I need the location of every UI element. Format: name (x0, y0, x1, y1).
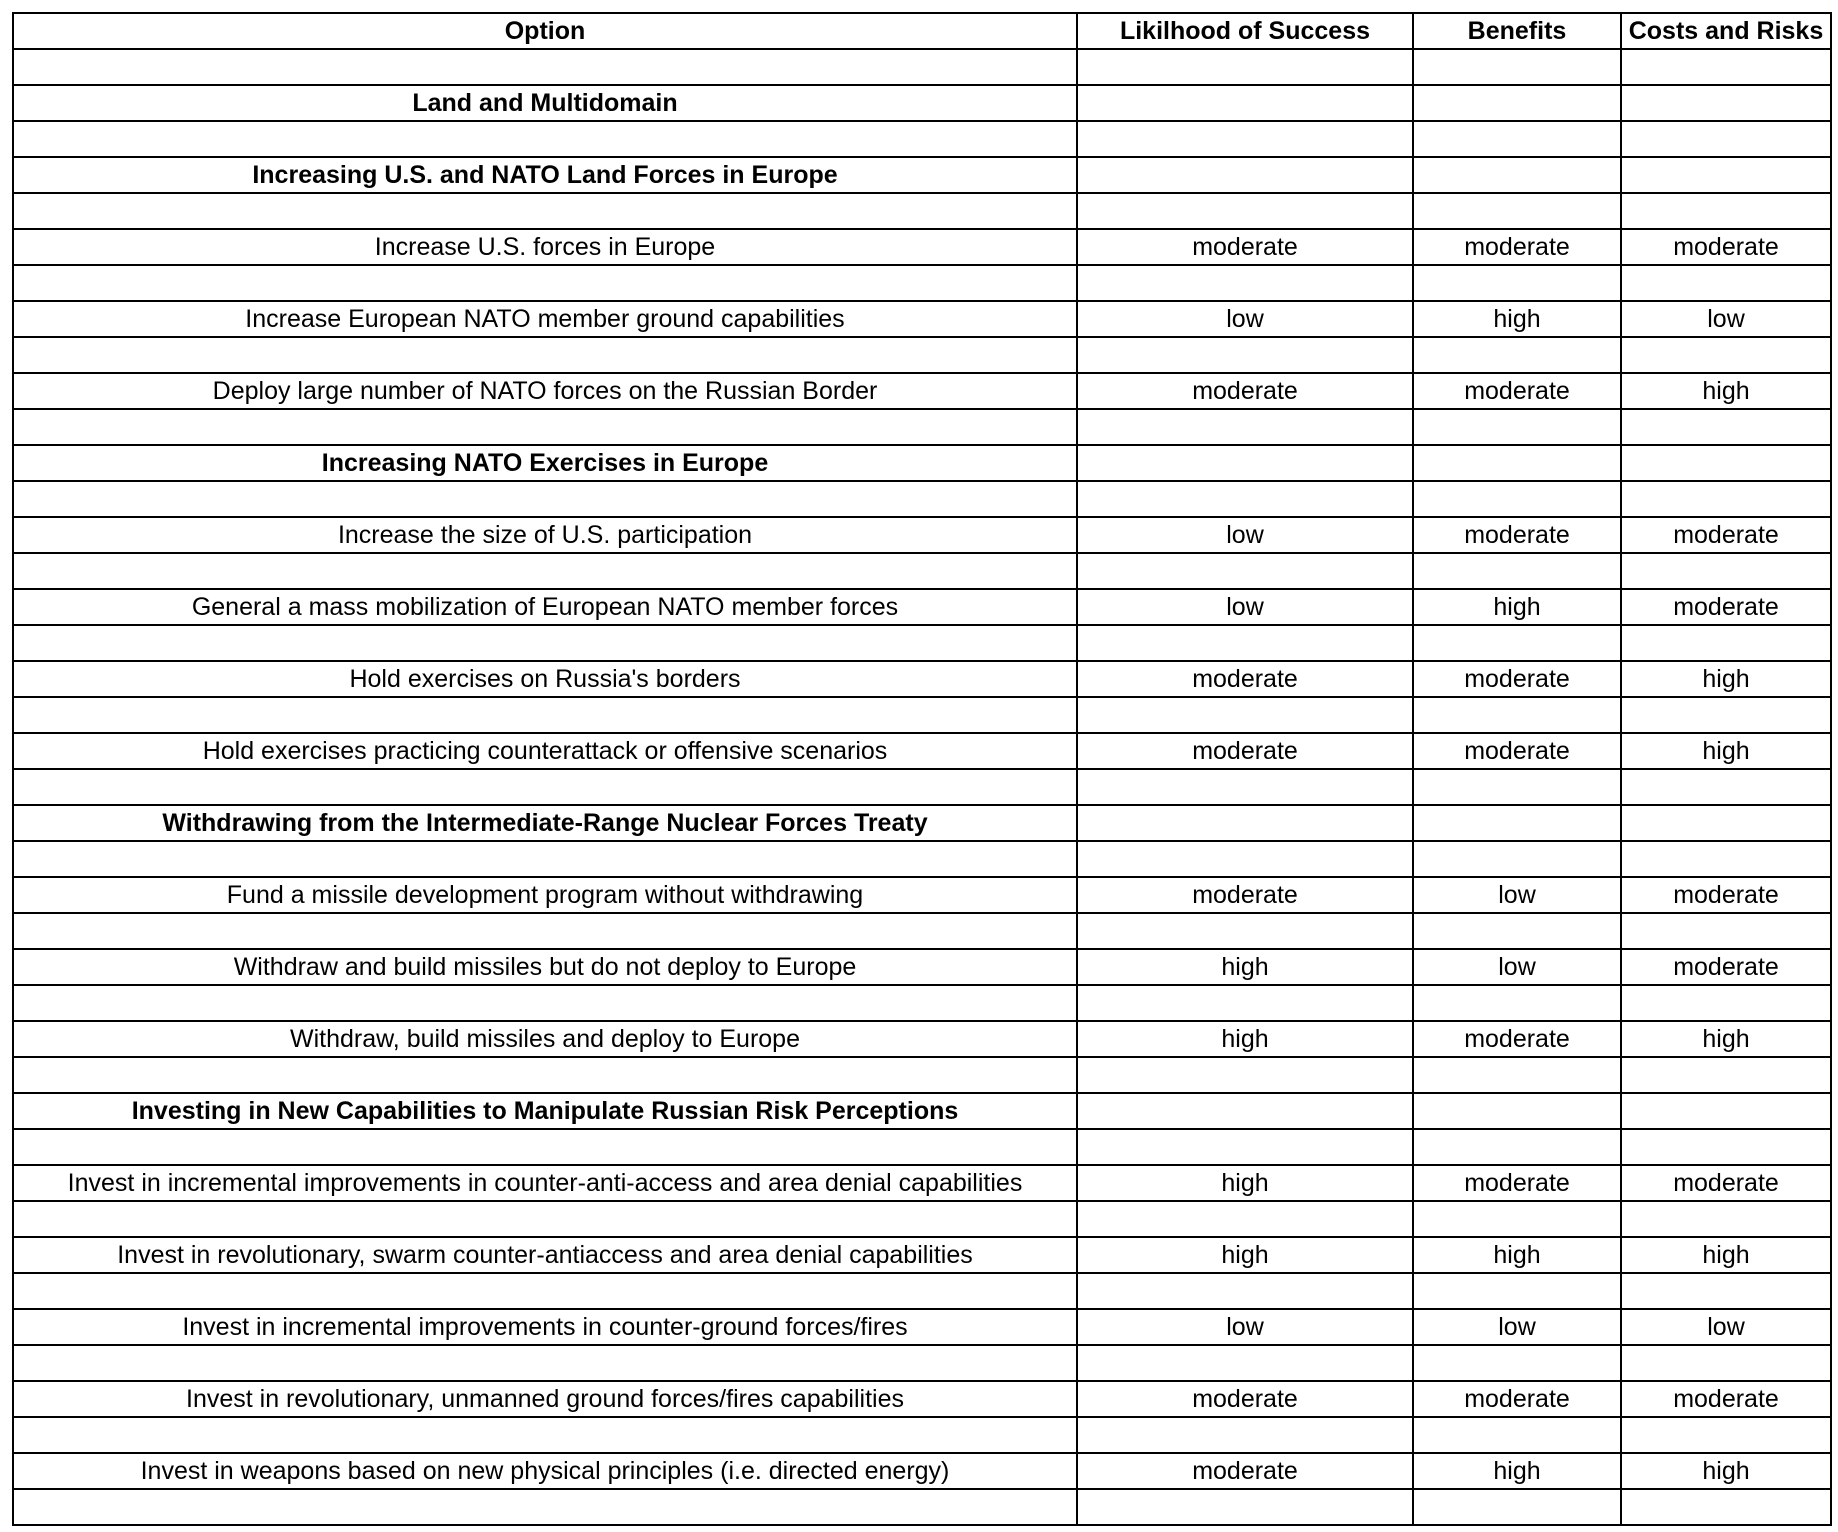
likelihood-cell: moderate (1077, 1381, 1413, 1417)
table-row (13, 877, 1831, 913)
costs-cell: moderate (1621, 949, 1831, 985)
costs-cell: high (1621, 373, 1831, 409)
costs-cell: low (1621, 301, 1831, 337)
likelihood-cell (1077, 49, 1413, 85)
likelihood-cell (1077, 445, 1413, 481)
costs-cell: moderate (1621, 877, 1831, 913)
blank-row (13, 985, 1831, 1021)
costs-cell: moderate (1621, 1165, 1831, 1201)
likelihood-cell (1077, 841, 1413, 877)
costs-cell: high (1621, 661, 1831, 697)
likelihood-cell: low (1077, 1309, 1413, 1345)
benefits-cell: moderate (1413, 373, 1621, 409)
costs-cell (1621, 553, 1831, 589)
benefits-cell: moderate (1413, 1165, 1621, 1201)
costs-cell: moderate (1621, 517, 1831, 553)
option-cell (13, 1345, 1077, 1381)
costs-cell (1621, 409, 1831, 445)
option-cell: General a mass mobilization of European NATO member forces (13, 589, 1077, 625)
benefits-cell (1413, 841, 1621, 877)
blank-row (13, 1417, 1831, 1453)
table-row (13, 1309, 1831, 1345)
likelihood-cell: low (1077, 517, 1413, 553)
blank-row (13, 409, 1831, 445)
option-cell (13, 1201, 1077, 1237)
blank-row (13, 121, 1831, 157)
benefits-cell: high (1413, 1237, 1621, 1273)
benefits-cell: low (1413, 1309, 1621, 1345)
benefits-cell (1413, 985, 1621, 1021)
costs-cell: high (1621, 1453, 1831, 1489)
benefits-cell (1413, 1273, 1621, 1309)
likelihood-cell (1077, 193, 1413, 229)
blank-row (13, 1273, 1831, 1309)
likelihood-cell: high (1077, 1237, 1413, 1273)
likelihood-cell (1077, 625, 1413, 661)
likelihood-cell: moderate (1077, 1453, 1413, 1489)
blank-row (13, 1489, 1831, 1525)
option-cell: Hold exercises practicing counterattack or offensive scenarios (13, 733, 1077, 769)
likelihood-cell (1077, 1057, 1413, 1093)
costs-cell: moderate (1621, 229, 1831, 265)
option-cell: Investing in New Capabilities to Manipulate Russian Risk Perceptions (13, 1093, 1077, 1129)
costs-cell (1621, 1129, 1831, 1165)
benefits-cell (1413, 913, 1621, 949)
benefits-cell (1413, 157, 1621, 193)
likelihood-cell (1077, 481, 1413, 517)
likelihood-cell (1077, 1129, 1413, 1165)
benefits-cell (1413, 337, 1621, 373)
section-row (13, 445, 1831, 481)
option-cell: Withdrawing from the Intermediate-Range Nuclear Forces Treaty (13, 805, 1077, 841)
blank-row (13, 913, 1831, 949)
costs-cell (1621, 841, 1831, 877)
likelihood-cell (1077, 265, 1413, 301)
benefits-cell (1413, 1201, 1621, 1237)
costs-cell (1621, 1417, 1831, 1453)
blank-row (13, 697, 1831, 733)
option-cell (13, 409, 1077, 445)
benefits-cell: low (1413, 949, 1621, 985)
option-cell: Invest in incremental improvements in counter-anti-access and area denial capabilities (13, 1165, 1077, 1201)
option-cell (13, 697, 1077, 733)
benefits-cell (1413, 697, 1621, 733)
costs-cell (1621, 985, 1831, 1021)
benefits-cell: moderate (1413, 1021, 1621, 1057)
option-cell (13, 193, 1077, 229)
costs-cell (1621, 481, 1831, 517)
costs-cell (1621, 1201, 1831, 1237)
likelihood-cell (1077, 913, 1413, 949)
option-cell (13, 841, 1077, 877)
blank-row (13, 265, 1831, 301)
likelihood-cell (1077, 409, 1413, 445)
benefits-cell (1413, 1129, 1621, 1165)
table-row (13, 1237, 1831, 1273)
benefits-cell (1413, 625, 1621, 661)
option-cell (13, 769, 1077, 805)
likelihood-cell (1077, 553, 1413, 589)
costs-cell (1621, 193, 1831, 229)
option-cell (13, 1489, 1077, 1525)
costs-cell (1621, 1057, 1831, 1093)
table-body (13, 49, 1831, 1525)
likelihood-cell (1077, 985, 1413, 1021)
option-cell (13, 553, 1077, 589)
costs-cell (1621, 913, 1831, 949)
blank-row (13, 625, 1831, 661)
option-cell (13, 985, 1077, 1021)
blank-row (13, 49, 1831, 85)
option-cell: Fund a missile development program without withdrawing (13, 877, 1077, 913)
costs-cell (1621, 49, 1831, 85)
section-row (13, 1093, 1831, 1129)
benefits-cell: moderate (1413, 229, 1621, 265)
costs-cell: low (1621, 1309, 1831, 1345)
benefits-cell (1413, 85, 1621, 121)
table-row (13, 1381, 1831, 1417)
options-table (12, 12, 1832, 1526)
blank-row (13, 1057, 1831, 1093)
likelihood-cell (1077, 1417, 1413, 1453)
header-likelihood: Likilhood of Success (1077, 13, 1413, 49)
benefits-cell (1413, 553, 1621, 589)
section-row (13, 805, 1831, 841)
likelihood-cell (1077, 1345, 1413, 1381)
benefits-cell: high (1413, 589, 1621, 625)
likelihood-cell: moderate (1077, 877, 1413, 913)
likelihood-cell (1077, 805, 1413, 841)
costs-cell (1621, 1489, 1831, 1525)
costs-cell (1621, 157, 1831, 193)
option-cell (13, 265, 1077, 301)
blank-row (13, 193, 1831, 229)
benefits-cell: high (1413, 301, 1621, 337)
option-cell: Withdraw and build missiles but do not deploy to Europe (13, 949, 1077, 985)
benefits-cell: low (1413, 877, 1621, 913)
benefits-cell: moderate (1413, 733, 1621, 769)
costs-cell: moderate (1621, 1381, 1831, 1417)
likelihood-cell (1077, 697, 1413, 733)
benefits-cell: high (1413, 1453, 1621, 1489)
option-cell: Increase U.S. forces in Europe (13, 229, 1077, 265)
header-option: Option (13, 13, 1077, 49)
benefits-cell (1413, 805, 1621, 841)
option-cell (13, 337, 1077, 373)
likelihood-cell: moderate (1077, 661, 1413, 697)
option-cell: Deploy large number of NATO forces on the Russian Border (13, 373, 1077, 409)
likelihood-cell (1077, 1201, 1413, 1237)
table-row (13, 661, 1831, 697)
costs-cell (1621, 805, 1831, 841)
option-cell: Land and Multidomain (13, 85, 1077, 121)
benefits-cell (1413, 49, 1621, 85)
header-benefits: Benefits (1413, 13, 1621, 49)
costs-cell: moderate (1621, 589, 1831, 625)
table-row (13, 301, 1831, 337)
option-cell (13, 481, 1077, 517)
likelihood-cell (1077, 337, 1413, 373)
likelihood-cell (1077, 157, 1413, 193)
benefits-cell (1413, 481, 1621, 517)
costs-cell (1621, 1273, 1831, 1309)
costs-cell (1621, 1093, 1831, 1129)
table-row (13, 1021, 1831, 1057)
option-cell (13, 1273, 1077, 1309)
likelihood-cell (1077, 769, 1413, 805)
likelihood-cell (1077, 121, 1413, 157)
blank-row (13, 481, 1831, 517)
table-row (13, 949, 1831, 985)
option-cell (13, 1057, 1077, 1093)
option-cell: Withdraw, build missiles and deploy to Europe (13, 1021, 1077, 1057)
header-row (13, 13, 1831, 49)
benefits-cell (1413, 1093, 1621, 1129)
blank-row (13, 1201, 1831, 1237)
benefits-cell (1413, 1489, 1621, 1525)
benefits-cell (1413, 445, 1621, 481)
likelihood-cell (1077, 1273, 1413, 1309)
likelihood-cell (1077, 1489, 1413, 1525)
option-cell: Increase European NATO member ground capabilities (13, 301, 1077, 337)
benefits-cell (1413, 193, 1621, 229)
header-costs-risks: Costs and Risks (1621, 13, 1831, 49)
table-row (13, 1165, 1831, 1201)
benefits-cell: moderate (1413, 1381, 1621, 1417)
costs-cell (1621, 121, 1831, 157)
option-cell (13, 1417, 1077, 1453)
blank-row (13, 769, 1831, 805)
likelihood-cell: low (1077, 589, 1413, 625)
benefits-cell (1413, 409, 1621, 445)
blank-row (13, 337, 1831, 373)
benefits-cell (1413, 1345, 1621, 1381)
costs-cell (1621, 1345, 1831, 1381)
benefits-cell (1413, 769, 1621, 805)
likelihood-cell: moderate (1077, 733, 1413, 769)
costs-cell (1621, 769, 1831, 805)
costs-cell: high (1621, 1237, 1831, 1273)
benefits-cell (1413, 265, 1621, 301)
table-row (13, 1453, 1831, 1489)
costs-cell: high (1621, 733, 1831, 769)
likelihood-cell: low (1077, 301, 1413, 337)
option-cell: Increasing U.S. and NATO Land Forces in Europe (13, 157, 1077, 193)
option-cell (13, 49, 1077, 85)
blank-row (13, 1129, 1831, 1165)
benefits-cell (1413, 1057, 1621, 1093)
blank-row (13, 841, 1831, 877)
table-row (13, 373, 1831, 409)
likelihood-cell: moderate (1077, 229, 1413, 265)
table-row (13, 589, 1831, 625)
benefits-cell: moderate (1413, 661, 1621, 697)
costs-cell (1621, 625, 1831, 661)
benefits-cell: moderate (1413, 517, 1621, 553)
costs-cell (1621, 445, 1831, 481)
costs-cell (1621, 85, 1831, 121)
option-cell (13, 121, 1077, 157)
option-cell: Invest in incremental improvements in counter-ground forces/fires (13, 1309, 1077, 1345)
table-row (13, 517, 1831, 553)
option-cell: Invest in weapons based on new physical principles (i.e. directed energy) (13, 1453, 1077, 1489)
option-cell (13, 625, 1077, 661)
costs-cell (1621, 697, 1831, 733)
costs-cell: high (1621, 1021, 1831, 1057)
blank-row (13, 1345, 1831, 1381)
likelihood-cell: moderate (1077, 373, 1413, 409)
option-cell (13, 913, 1077, 949)
likelihood-cell: high (1077, 1021, 1413, 1057)
costs-cell (1621, 337, 1831, 373)
table-row (13, 733, 1831, 769)
likelihood-cell: high (1077, 949, 1413, 985)
blank-row (13, 553, 1831, 589)
benefits-cell (1413, 1417, 1621, 1453)
likelihood-cell (1077, 1093, 1413, 1129)
benefits-cell (1413, 121, 1621, 157)
option-cell: Invest in revolutionary, unmanned ground forces/fires capabilities (13, 1381, 1077, 1417)
section-row (13, 157, 1831, 193)
option-cell: Hold exercises on Russia's borders (13, 661, 1077, 697)
option-cell: Invest in revolutionary, swarm counter-antiaccess and area denial capabilities (13, 1237, 1077, 1273)
likelihood-cell (1077, 85, 1413, 121)
table-row (13, 229, 1831, 265)
option-cell: Increasing NATO Exercises in Europe (13, 445, 1077, 481)
option-cell: Increase the size of U.S. participation (13, 517, 1077, 553)
costs-cell (1621, 265, 1831, 301)
likelihood-cell: high (1077, 1165, 1413, 1201)
section-row (13, 85, 1831, 121)
option-cell (13, 1129, 1077, 1165)
